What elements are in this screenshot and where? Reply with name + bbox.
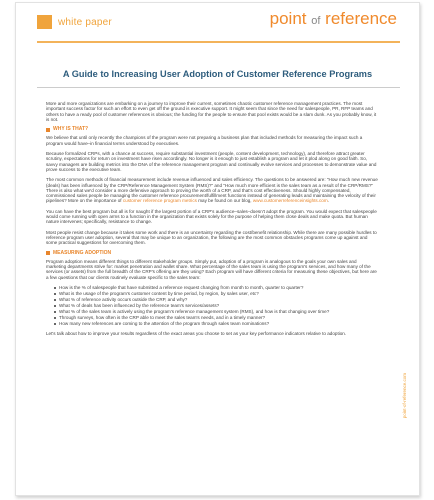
brand-logo-part1: point	[269, 9, 307, 28]
section-square-icon	[46, 128, 50, 132]
paragraph-text: The most common methods of financial measurement include revenue influenced and sales efficiency. The questions to be answered are: "How much new revenue (deals) has been influenced by the CRP/Reference Management System (RMS)?" and "How much more efficient is the sales team as a result of the CRP/RMS?" There is also what we'd consider a more defensive approach to proving the worth of a CRP, and that's cost effectiveness. Should highly compensated, commissioned sales people be managing the customer reference procurement/fulfillment functions instead of generating leads and maintaining the velocity of their pipelines? More on the importance of	[46, 177, 378, 204]
brand-logo	[270, 9, 397, 29]
list-item: How many new references are coming to the attention of the program through sales team nominations?	[54, 321, 378, 326]
section-heading-why	[46, 127, 378, 132]
header-rule	[37, 41, 400, 43]
paragraph: Because formalized CRPs, with a chance at success, require substantial investment (people, content development, technology), and therefore attract greater scrutiny, expectations for return on investment have risen accordingly. No longer is it enough to just establish a program and let it plod along on good faith. So, savvy managers are building metrics into the DNA of the reference management program and continually evolve services and processes to demonstrate value and prove success to the executive team.	[46, 151, 377, 172]
paragraph: You can have the best program but all is for naught if the largest portion of a CRP's audience–sales–doesn't adopt the program. You would expect that salespeople would come running with open arms to a function in the organization that exists solely for the purpose of helping them close deals and make quota. But human nature intervenes; specifically, resistance to change.	[46, 208, 377, 225]
document-page	[15, 2, 420, 496]
paragraph: We believe that until only recently the champions of the program were not preparing a business plan that included methods for measuring the impact such a program would have–in financial terms understood by executives.	[46, 135, 363, 146]
document-body	[46, 101, 378, 342]
list-item: How is the % of salespeople that have submitted a reference request changing from month to month, quarter to quarter?	[54, 285, 378, 290]
document-title: A Guide to Increasing User Adoption of Customer Reference Programs	[62, 69, 373, 79]
brand-logo-part3: reference	[325, 9, 397, 28]
paragraph-text-end: .	[327, 198, 329, 204]
list-item: Through surveys, how often is the CRP able to meet the sales team's needs, and in a timely manner?	[54, 315, 378, 320]
section-heading-text: WHY IS THAT?	[53, 126, 89, 133]
question-list	[54, 285, 378, 326]
section-heading-text: MEASURING ADOPTION	[53, 249, 112, 256]
paragraph-text-after: may be found on our blog,	[196, 198, 252, 204]
paragraph-metrics	[46, 177, 378, 203]
section-heading-measuring	[46, 251, 378, 256]
intro-paragraph: More and more organizations are embarking on a journey to improve their current, sometimes chaotic customer reference management practices. The most important success factor for such an effort to even get off the ground is executive support. It might seem that since the need for salespeople, PR, RFP teams and others to have a ready pool of customer references is obvious; the funding for the people to ensure that pool exists would be a slam dunk. As you probably know, it is not.	[46, 101, 377, 122]
paragraph: Most people resist change because it takes some work and there is an uncertainty regarding the cost/benefit relationship. While there are many possible hurdles to reference program user adoption, several that may be unique to an organization, the following are the most common obstacles programs come up against and some practical suggestions for overcoming them.	[46, 229, 377, 246]
section-square-icon	[46, 251, 50, 255]
white-paper-badge: white paper	[58, 17, 112, 28]
white-paper-square-icon	[37, 15, 52, 29]
list-item: What % of deals has been influenced by the reference team's services/assets?	[54, 303, 378, 308]
list-item: What % of the sales team is actively using the program's reference management system (RMS), and how is that changing over time?	[54, 309, 378, 314]
paragraph: Program adoption means different things to different stakeholder groups. Simply put, adoption of a program is analogous to the goals your own sales and marketing departments strive for: market penetration and wallet share. What percentage of the sales team is using the program's services, and how many of the services (or assets) from the full breadth of the CRP's offering are they using? Each program will have different criteria for measuring these objectives, but here are a few questions that our clients routinely evaluate specific to the sales team:	[46, 258, 377, 280]
metrics-link[interactable]: customer reference program metrics	[122, 198, 197, 204]
list-item: What % of reference activity occurs outside the CRP, and why?	[54, 297, 378, 302]
closing-paragraph: Let's talk about how to improve your results regardless of the exact areas you choose to set as your key performance indicators relative to adoption.	[46, 331, 347, 337]
side-url: point-of-reference.com	[402, 373, 407, 419]
list-item: What is the usage of the program's customer content by time period, by region, by sales user, etc?	[54, 291, 378, 296]
brand-logo-part2: of	[311, 15, 321, 27]
blog-link[interactable]: www.customerreferenceinsights.com	[252, 198, 328, 204]
title-rule	[37, 87, 400, 88]
